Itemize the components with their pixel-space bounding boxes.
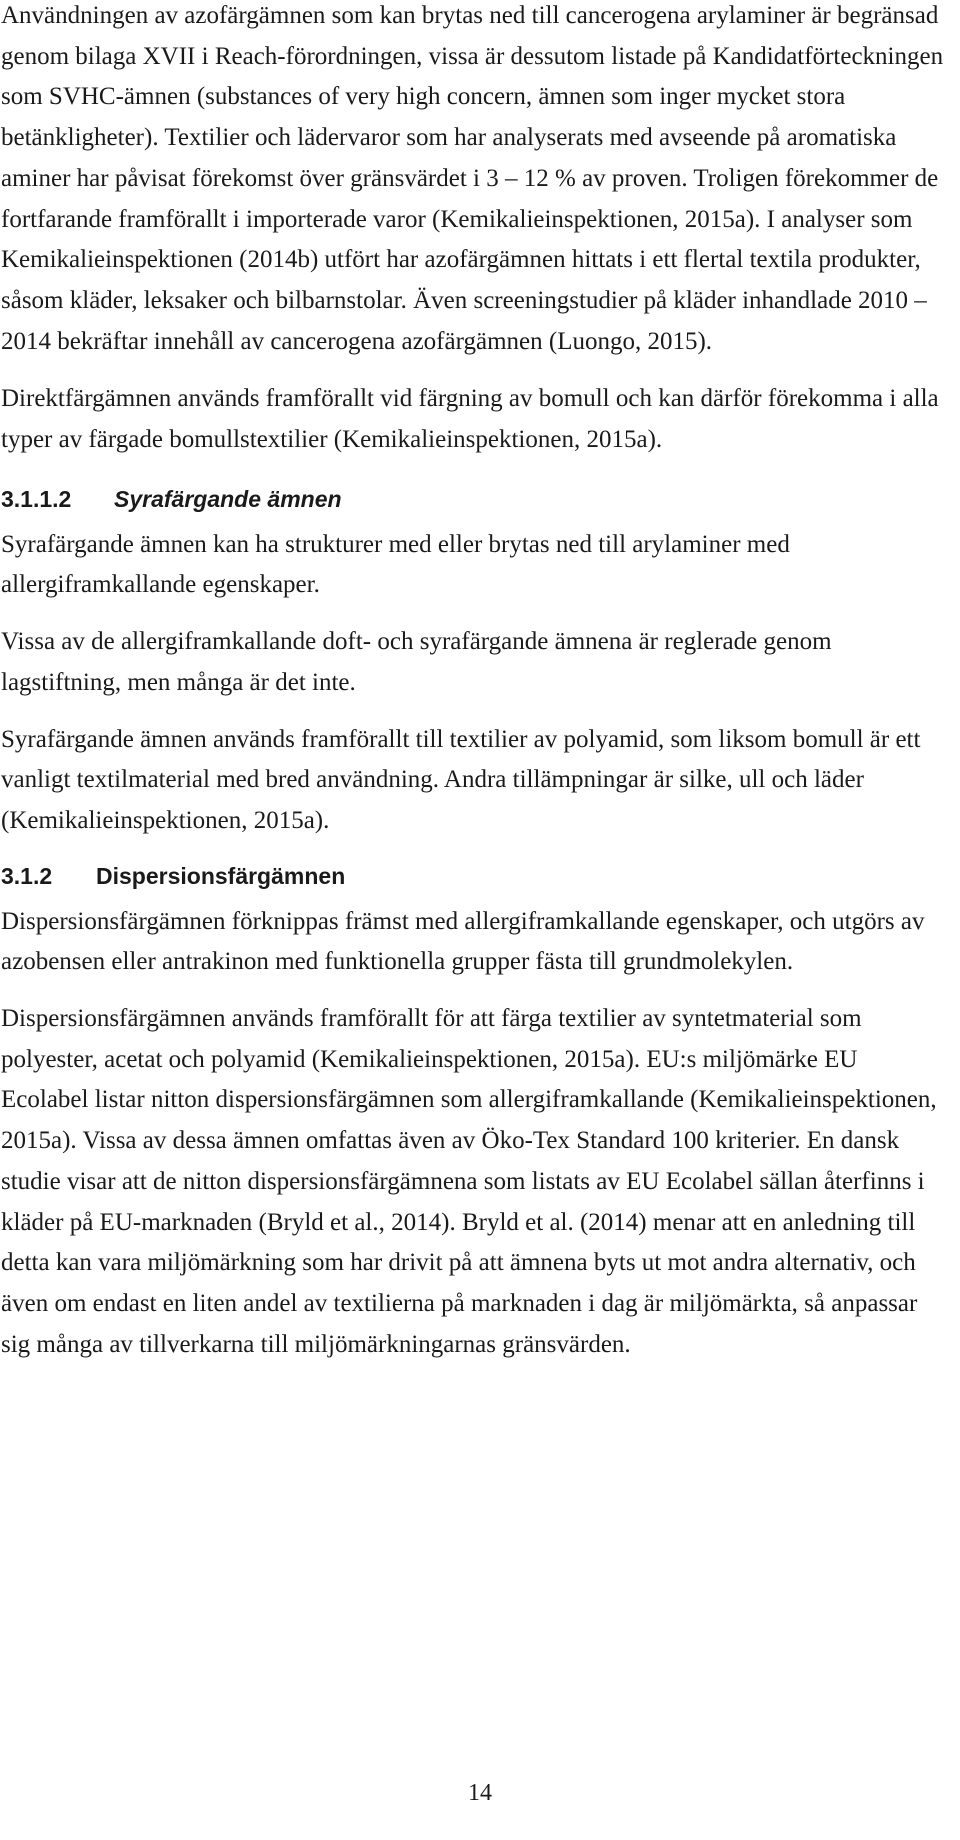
paragraph-azo-dyes: Användningen av azofärgämnen som kan brytas ned till cancerogena arylaminer är begränsad genom bilaga XVII i Reach-förordningen, vissa är dessutom listade på Kandidatförteckningen som SVHC-ämnen (substances of very high concern, ämnen som inger mycket stora betänkligheter). Textilier och lädervaror som har analyserats med avseende på aromatiska aminer har påvisat förekomst över gränsvärdet i 3 – 12 % av proven. Troligen förekommer de fortfarande framförallt i importerade varor (Kemikalieinspektionen, 2015a). I analyser som Kemikalieinspektionen (2014b) utfört har azofärgämnen hittats i ett flertal textila produkter, såsom kläder, leksaker och bilbarnstolar. Även screeningstudier på kläder inhandlade 2010 – 2014 bekräftar innehåll av cancerogena azofärgämnen (Luongo, 2015). (1, 2, 944, 355)
section-title: Syrafärgande ämnen (114, 485, 342, 512)
paragraph-acid-dyes-structure: Syrafärgande ämnen kan ha strukturer med eller brytas ned till arylaminer med allergiframkallande egenskaper. (1, 530, 790, 599)
paragraph-disperse-dyes-usage: Dispersionsfärgämnen används framförallt för att färga textilier av syntetmaterial som polyester, acetat och polyamid (Kemikalieinspektionen, 2015a). EU:s miljömärke EU Ecolabel listar nitton dispersionsfärgämnen som allergiframkallande (Kemikalieinspektionen, 2015a). Vissa av dessa ämnen omfattas även av Öko-Tex Standard 100 kriterier. En dansk studie visar att de nitton dispersionsfärgämnena som listats av EU Ecolabel sällan återfinns i kläder på EU-marknaden (Bryld et al., 2014). Bryld et al. (2014) menar att en anledning till detta kan vara miljömärkning som har drivit på att ämnena byts ut mot andra alternativ, och även om endast en liten andel av textilierna på marknaden i dag är miljömärkta, så anpassar sig många av tillverkarna till miljömärkningarnas gränsvärden. (1, 1005, 937, 1358)
paragraph-direct-dyes: Direktfärgämnen används framförallt vid färgning av bomull och kan därför förekomma i alla typer av färgade bomullstextilier (Kemikalieinspektionen, 2015a). (1, 385, 939, 454)
section-number: 3.1.1.2 (1, 485, 72, 512)
paragraph-acid-dyes-usage: Syrafärgande ämnen används framförallt till textilier av polyamid, som liksom bomull är ett vanligt textilmaterial med bred användning. Andra tillämpningar är silke, ull och läder (Kemikalieinspektionen, 2015a). (1, 725, 921, 834)
page-number: 14 (468, 1780, 492, 1806)
section-heading-disperse-dyes (1, 856, 945, 896)
section-number: 3.1.2 (1, 862, 53, 889)
paragraph-acid-dyes-regulation: Vissa av de allergiframkallande doft- och syrafärgande ämnena är reglerade genom lagstiftning, men många är det inte. (1, 628, 832, 696)
section-title: Dispersionsfärgämnen (96, 862, 346, 889)
paragraph-disperse-dyes-properties: Dispersionsfärgämnen förknippas främst med allergiframkallande egenskaper, och utgörs av azobensen eller antrakinon med funktionella grupper fästa till grundmolekylen. (1, 907, 925, 976)
section-heading-acid-dyes (1, 479, 945, 519)
document-body (1, 0, 945, 1365)
